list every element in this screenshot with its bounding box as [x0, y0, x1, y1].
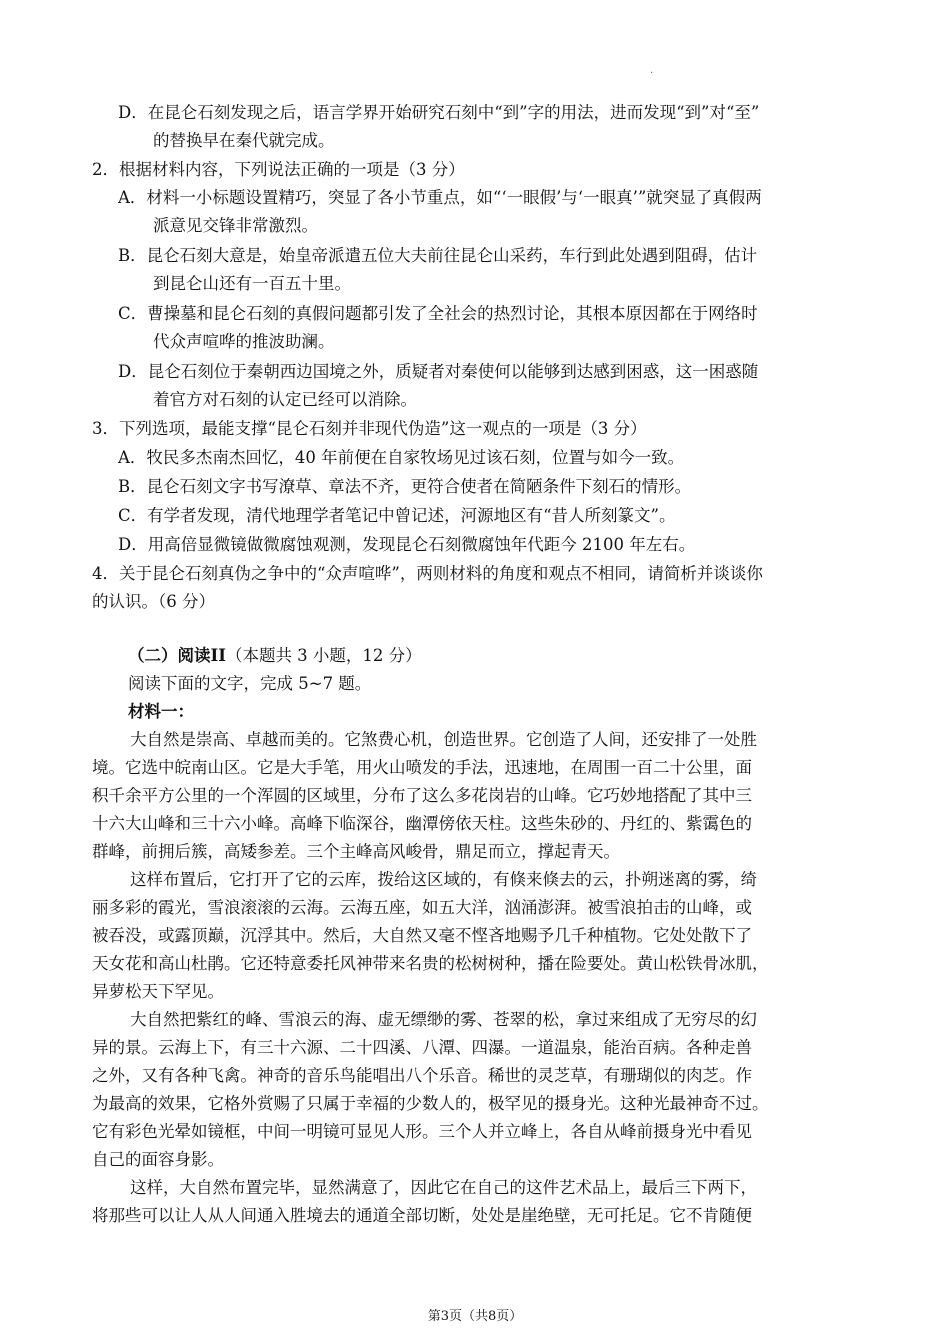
para2-line1: 这样布置后，它打开了它的云库，拨给这区域的，有倏来倏去的云，扑朔迷离的雾，绮 [130, 870, 757, 889]
q2-option-d-line2: 着官方对石刻的认定已经可以消除。 [153, 390, 417, 409]
q4-line2: 的认识。（6 分） [92, 592, 215, 611]
para3-line4: 为最高的效果，它格外赏赐了只属于幸福的少数人的，极罕见的摄身光。这种光最神奇不过。 [92, 1094, 769, 1113]
para3-line1: 大自然把紫红的峰、雪浪云的海、虚无缥缈的雾、苍翠的松，拿过来组成了无穷尽的幻 [130, 1010, 757, 1029]
q2-option-a-line2: 派意见交锋非常激烈。 [153, 216, 318, 235]
para2-line3: 被吞没，或露顶巅，沉浮其中。然后，大自然又毫不悭吝地赐予几千种植物。它处处散下了 [92, 926, 752, 945]
scan-speck: · [650, 68, 654, 79]
q3-option-d: D．用高倍显微镜做微腐蚀观测，发现昆仑石刻微腐蚀年代距今 2100 年左右。 [118, 535, 696, 554]
q2-option-b-line1: B．昆仑石刻大意是，始皇帝派遣五位大夫前往昆仑山采药，车行到此处遇到阻碍，估计 [118, 246, 758, 265]
para1-line5: 群峰，前拥后簇，高矮参差。三个主峰高风峻骨，鼎足而立，撑起青天。 [92, 842, 620, 861]
para2-line5: 异萝松天下罕见。 [92, 982, 224, 1001]
para1-line4: 十六大山峰和三十六小峰。高峰下临深谷，幽潭傍依天柱。这些朱砂的、丹红的、紫霭色的 [92, 814, 752, 833]
q2-option-c-line1: C．曹操墓和昆仑石刻的真假问题都引发了全社会的热烈讨论，其根本原因都在于网络时 [118, 304, 758, 323]
q3-stem: 3．下列选项，最能支撑“昆仑石刻并非现代伪造”这一观点的一项是（3 分） [92, 419, 647, 438]
q2-option-d-line1: D．昆仑石刻位于秦朝西边国境之外，质疑者对秦使何以能够到达感到困惑，这一困惑随 [118, 362, 759, 381]
para3-line2: 异的景。云海上下，有三十六源、二十四溪、八潭、四瀑。一道温泉，能治百病。各种走兽 [92, 1038, 752, 1057]
q2-stem: 2．根据材料内容，下列说法正确的一项是（3 分） [92, 160, 465, 179]
para3-line6: 自己的面容身影。 [92, 1150, 224, 1169]
para2-line4: 天女花和高山杜鹃。它还特意委托风神带来名贵的松树树种，播在险要处。黄山松铁骨冰肌， [92, 954, 769, 973]
page-footer: 第3页（共8页） [427, 1309, 523, 1324]
q3-option-a: A．牧民多杰南杰回忆，40 年前便在自家牧场见过该石刻，位置与如今一致。 [118, 448, 685, 467]
para4-line1: 这样，大自然布置完毕，显然满意了，因此它在自己的这件艺术品上，最后三下两下， [130, 1178, 757, 1197]
para1-line1: 大自然是崇高、卓越而美的。它煞费心机，创造世界。它创造了人间，还安排了一处胜 [130, 730, 757, 749]
material-one-label: 材料一： [128, 702, 194, 721]
q2-option-b-line2: 到昆仑山还有一百五十里。 [153, 274, 351, 293]
q3-option-b: B．昆仑石刻文字书写潦草、章法不齐，更符合使者在简陋条件下刻石的情形。 [118, 477, 692, 496]
para3-line3: 之外，又有各种飞禽。神奇的音乐鸟能唱出八个乐音。稀世的灵芝草，有珊瑚似的肉芝。作 [92, 1066, 752, 1085]
para1-line3: 积千余平方公里的一个浑圆的区域里，分布了这么多花岗岩的山峰。它巧妙地搭配了其中三 [92, 786, 752, 805]
q4-line1: 4．关于昆仑石刻真伪之争中的“众声喧哗”，两则材料的角度和观点不相同，请简析并谈谈你 [92, 564, 763, 583]
q2-option-a-line1: A．材料一小标题设置精巧，突显了各小节重点，如“‘一眼假’与‘一眼真’”就突显了真假两 [118, 188, 762, 207]
para1-line2: 境。它选中皖南山区。它是大手笔，用火山喷发的手法，迅速地，在周围一百二十公里，面 [92, 758, 752, 777]
q3-option-c: C．有学者发现，清代地理学者笔记中曾记述，河源地区有“昔人所刻篆文”。 [118, 506, 676, 525]
section2-heading-note: （本题共 3 小题，12 分） [225, 646, 422, 665]
q1-option-d-line1: D．在昆仑石刻发现之后，语言学界开始研究石刻中“到”字的用法，进而发现“到”对“至” [118, 103, 760, 122]
q1-option-d-line2: 的替换早在秦代就完成。 [153, 131, 335, 150]
q2-option-c-line2: 代众声喧哗的推波助澜。 [153, 332, 335, 351]
para4-line2: 将那些可以让人从人间通入胜境去的通道全部切断，处处是崖绝壁，无可托足。它不肯随便 [92, 1206, 752, 1225]
section2-heading [128, 645, 422, 667]
section2-heading-title: （二）阅读II [128, 646, 226, 665]
para3-line5: 它有彩色光晕如镜框，中间一明镜可显见人形。三个人并立峰上，各自从峰前摄身光中看见 [92, 1122, 752, 1141]
section2-instruction: 阅读下面的文字，完成 5~7 题。 [128, 674, 372, 693]
para2-line2: 丽多彩的霞光，雪浪滚滚的云海。云海五座，如五大洋，汹涌澎湃。被雪浪拍击的山峰，或 [92, 898, 752, 917]
